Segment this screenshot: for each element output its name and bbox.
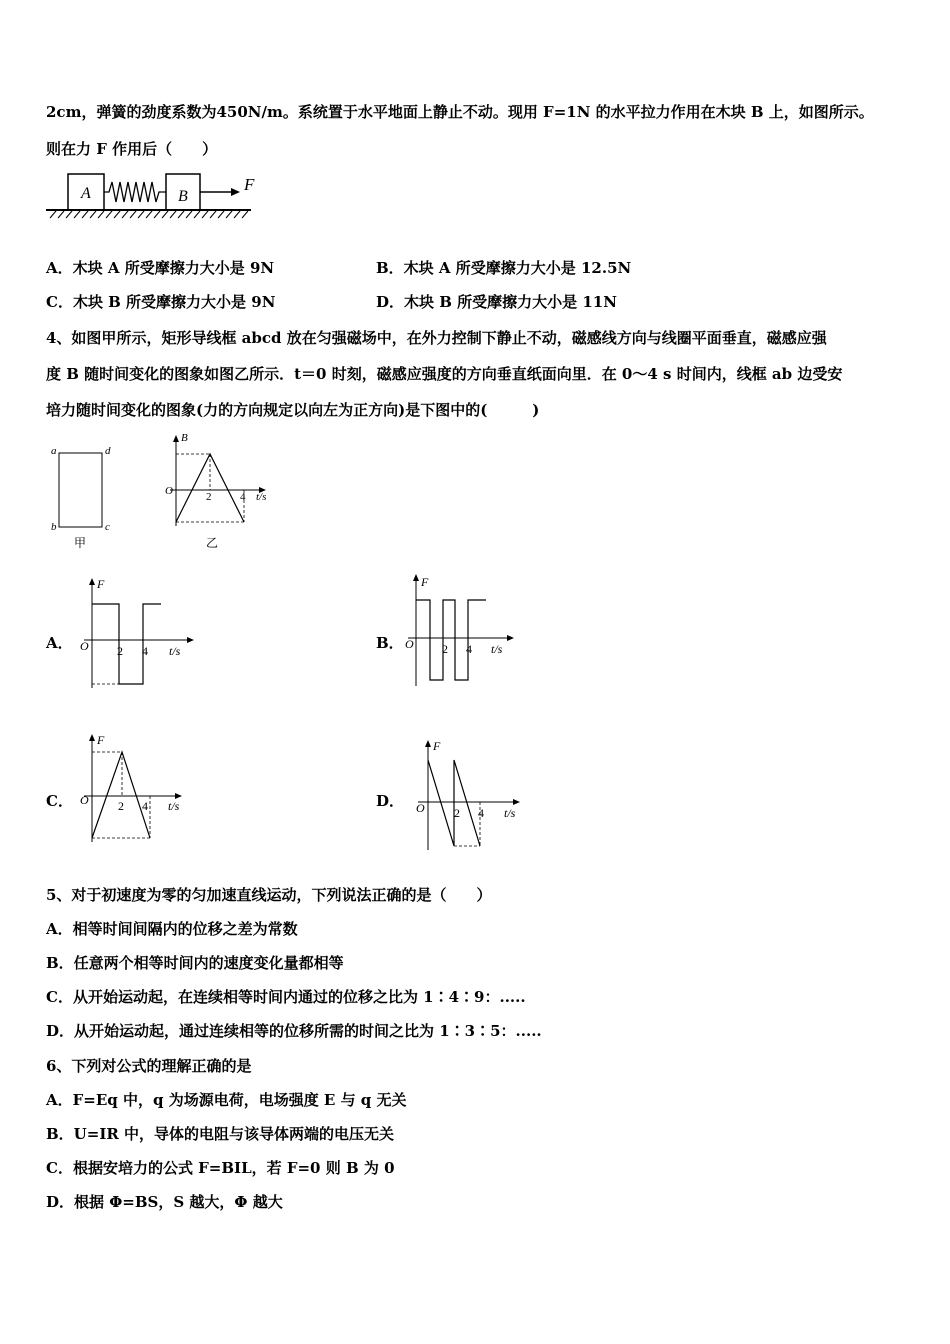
corner-b: b: [51, 521, 57, 533]
spring: [104, 182, 166, 202]
q3-stem-line2: 则在力 F 作用后（ ）: [46, 140, 218, 158]
t-label: t/s: [168, 799, 180, 813]
ground-hatching: [50, 211, 248, 218]
q4-figure-yi: [160, 430, 280, 552]
caption-yi: 乙: [206, 536, 219, 550]
t-label: t/s: [256, 491, 267, 503]
q4-option-a-label[interactable]: A．: [46, 634, 73, 652]
f-label: F: [433, 739, 441, 753]
tick-2: 2: [442, 642, 448, 656]
b-label: B: [181, 432, 188, 444]
q5-stem: 5、对于初速度为零的匀加速直线运动，下列说法正确的是（ ）: [46, 886, 492, 904]
q4-option-b-graph[interactable]: [400, 570, 530, 690]
f-curve: [416, 600, 486, 680]
q3-option-c[interactable]: C．木块 B 所受摩擦力大小是 9N: [46, 293, 276, 311]
q4-option-c-graph[interactable]: [76, 730, 206, 845]
origin-label: O: [80, 793, 89, 807]
q3-spring-blocks-figure: [46, 168, 261, 222]
q5-option-c[interactable]: C．从开始运动起，在连续相等时间内通过的位移之比为 1∶4∶9：.....: [46, 988, 526, 1006]
f-label: F: [97, 577, 105, 591]
corner-c: c: [105, 521, 110, 533]
origin-label: O: [165, 485, 173, 497]
tick-4: 4: [478, 806, 484, 820]
f-curve: [92, 604, 161, 684]
wire-frame: [59, 453, 102, 527]
force-label: F: [244, 175, 255, 194]
q4-stem-line3: 培力随时间变化的图象(力的方向规定以向左为正方向)是下图中的( ): [46, 401, 540, 419]
q6-option-a[interactable]: A．F=Eq 中，q 为场源电荷，电场强度 E 与 q 无关: [46, 1091, 407, 1109]
tick-2: 2: [206, 491, 212, 503]
q4-option-a-graph[interactable]: [76, 574, 206, 694]
q6-option-d[interactable]: D．根据 Φ=BS，S 越大，Φ 越大: [46, 1193, 283, 1211]
q3-stem-line1: 2cm，弹簧的劲度系数为450N/m。系统置于水平地面上静止不动。现用 F=1N 的水平拉力作用在木块 B 上，如图所示。: [46, 103, 874, 121]
tick-4: 4: [142, 644, 148, 658]
tick-4: 4: [466, 642, 472, 656]
tick-2: 2: [118, 799, 124, 813]
origin-label: O: [405, 637, 414, 651]
q4-option-d-label[interactable]: D．: [376, 792, 405, 810]
q3-option-b[interactable]: B．木块 A 所受摩擦力大小是 12.5N: [376, 259, 632, 277]
q4-figure-jia: [46, 440, 121, 552]
t-label: t/s: [169, 644, 181, 658]
q4-stem-line2: 度 B 随时间变化的图象如图乙所示．t＝0 时刻，磁感应强度的方向垂直纸面向里．在 0～4 s 时间内，线框 ab 边受安: [46, 365, 843, 383]
corner-a: a: [51, 445, 57, 457]
f-label: F: [421, 575, 429, 589]
q5-option-a[interactable]: A．相等时间间隔内的位移之差为常数: [46, 920, 298, 938]
force-arrow-head: [231, 188, 240, 196]
q5-option-d[interactable]: D．从开始运动起，通过连续相等的位移所需的时间之比为 1∶3∶5：.....: [46, 1022, 542, 1040]
caption-jia: 甲: [74, 536, 87, 550]
tick-4: 4: [240, 491, 246, 503]
block-a-label: A: [81, 185, 91, 202]
tick-2: 2: [454, 806, 460, 820]
f-curve: [92, 752, 150, 838]
tick-4: 4: [142, 799, 148, 813]
q4-stem-line1: 4、如图甲所示，矩形导线框 abcd 放在匀强磁场中，在外力控制下静止不动，磁感线方向与线圈平面垂直，磁感应强: [46, 329, 827, 347]
corner-d: d: [105, 445, 111, 457]
f-curve: [428, 760, 480, 846]
q6-stem: 6、下列对公式的理解正确的是: [46, 1057, 252, 1075]
t-label: t/s: [504, 806, 516, 820]
origin-label: O: [80, 639, 89, 653]
block-b-label: B: [178, 188, 188, 205]
tick-2: 2: [117, 644, 123, 658]
q6-option-c[interactable]: C．根据安培力的公式 F=BIL，若 F=0 则 B 为 0: [46, 1159, 395, 1177]
q4-option-b-label[interactable]: B．: [376, 634, 404, 652]
q3-option-d[interactable]: D．木块 B 所受摩擦力大小是 11N: [376, 293, 617, 311]
q4-option-d-graph[interactable]: [404, 736, 534, 854]
q4-option-c-label[interactable]: C．: [46, 792, 73, 810]
origin-label: O: [416, 801, 425, 815]
q5-option-b[interactable]: B．任意两个相等时间内的速度变化量都相等: [46, 954, 344, 972]
f-label: F: [97, 733, 105, 747]
t-label: t/s: [491, 642, 503, 656]
q6-option-b[interactable]: B．U=IR 中，导体的电阻与该导体两端的电压无关: [46, 1125, 395, 1143]
q3-option-a[interactable]: A．木块 A 所受摩擦力大小是 9N: [46, 259, 275, 277]
